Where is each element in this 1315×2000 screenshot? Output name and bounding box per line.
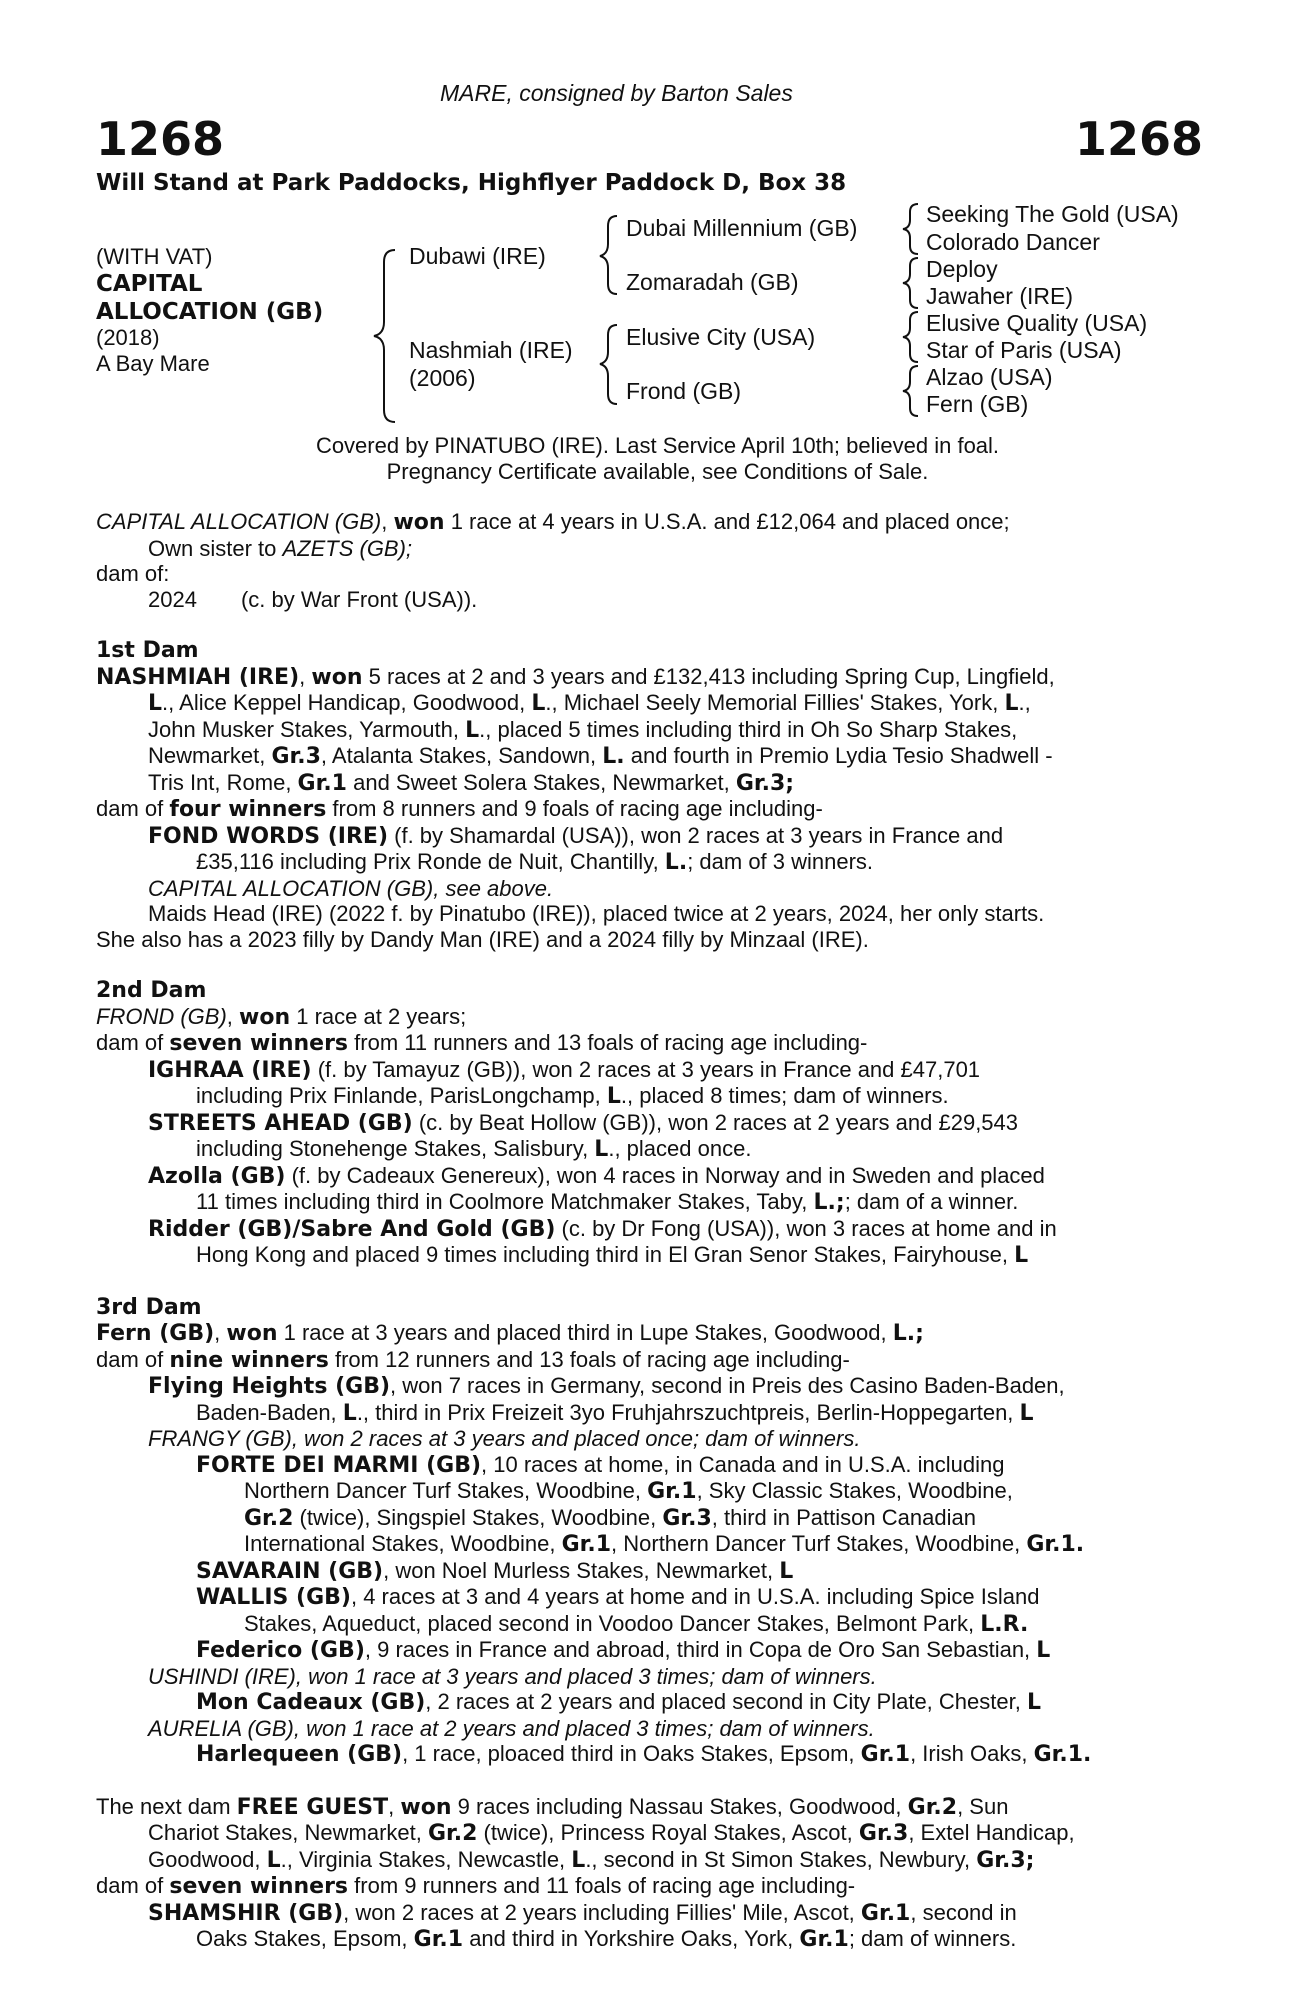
dam3-ush: USHINDI (IRE), won 1 race at 3 years and placed 3 times; dam of winners. [148, 1663, 877, 1689]
text: , 4 races at 3 and 4 years at home and in U.S.A. including Spice Island [350, 1584, 1040, 1609]
nextdam-l3 [148, 1847, 1204, 1874]
dam3-sav [96, 1558, 1204, 1585]
horse-name-line1: CAPITAL [96, 271, 203, 297]
grade: L.; [892, 1321, 924, 1346]
grade: Gr.1. [1026, 1532, 1085, 1557]
progeny-name: FOND WORDS (IRE) [148, 823, 389, 849]
text: Northern Dancer Turf Stakes, Woodbine, [244, 1478, 648, 1503]
nextdam-line1: The next dam FREE GUEST, won 9 races including Nassau Stakes, Goodwood, Gr.2, Sun [96, 1793, 1009, 1820]
dam3-fdm-d [96, 1531, 1204, 1558]
dam1-p1 [148, 823, 1204, 850]
text: from 9 runners and 11 foals of racing age including- [348, 1873, 856, 1898]
progeny-name: SAVARAIN (GB) [196, 1558, 384, 1584]
pedigree-sire-dam: Zomaradah (GB) [626, 269, 799, 295]
pedigree-sdd: Jawaher (IRE) [926, 283, 1073, 309]
dam1-damof [96, 796, 1204, 823]
dam3-wal [96, 1584, 1204, 1611]
text: , Sun [957, 1793, 1009, 1819]
pedigree-ssd: Colorado Dancer [926, 229, 1100, 255]
dam2-p4 [148, 1216, 1204, 1243]
text: , 2 races at 2 years and placed second in City Plate, Chester, [425, 1689, 1027, 1714]
foal-year: 2024 [148, 586, 197, 612]
nextdam-name: FREE GUEST [236, 1794, 389, 1820]
progeny-name: Azolla (GB) [148, 1163, 286, 1189]
dam3-damof [96, 1347, 1204, 1374]
grade: Gr.1 [860, 1900, 911, 1926]
text: 1 race at 3 years and placed third in Lupe Stakes, Goodwood, [277, 1320, 893, 1345]
text: ., Michael Seely Memorial Fillies' Stakes, York, [545, 690, 1005, 715]
intro-foal [96, 587, 1204, 613]
grade: L. [602, 744, 625, 769]
intro-line1: CAPITAL ALLOCATION (GB), won 1 race at 4 years in U.S.A. and £12,064 and placed once; [96, 509, 1010, 535]
dam2-damof [96, 1030, 1204, 1057]
dam1-name: NASHMIAH (IRE) [96, 664, 300, 690]
pedigree-dam-year: (2006) [409, 365, 476, 391]
dam3-line1: Fern (GB), won 1 race at 3 years and placed third in Lupe Stakes, Goodwood, L.; [96, 1320, 924, 1346]
dam1-p1b [148, 849, 1204, 876]
covered-note [0, 433, 1315, 484]
text: dam of [96, 796, 170, 821]
pedigree-ddd: Fern (GB) [926, 391, 1029, 417]
intro-text: 1 race at 4 years in U.S.A. and £12,064 and placed once; [444, 509, 1010, 534]
grade: Gr.2 [244, 1505, 294, 1531]
grade: Gr.1 [561, 1532, 612, 1557]
text: International Stakes, Woodbine, [244, 1531, 562, 1556]
dam3-mon [96, 1689, 1204, 1716]
text: ., [1018, 690, 1031, 715]
dam3-wal-b [96, 1611, 1204, 1638]
horse-ref: CAPITAL ALLOCATION (GB) [96, 509, 382, 534]
text: , Atalanta Stakes, Sandown, [320, 743, 603, 768]
nextdam-record [96, 1820, 1204, 1873]
text: Chariot Stakes, Newmarket, [148, 1820, 428, 1845]
progeny-name: Harlequeen (GB) [196, 1742, 403, 1767]
text: , 10 races at home, in Canada and in U.S.A. including [481, 1451, 1005, 1477]
text: and fourth in Premio Lydia Tesio Shadwell - [624, 743, 1053, 768]
text: ., second in St Simon Stakes, Newbury, [585, 1846, 977, 1872]
progeny-name: Federico (GB) [196, 1638, 365, 1663]
text: Stakes, Aqueduct, placed second in Voodoo Dancer Stakes, Belmont Park, [244, 1610, 981, 1636]
text: (twice), Singspiel Stakes, Woodbine, [293, 1504, 663, 1530]
dam2-p1b [148, 1083, 1204, 1110]
text: 11 times including third in Coolmore Matchmaker Stakes, Taby, [196, 1189, 814, 1214]
text: Tris Int, Rome, [148, 769, 298, 795]
progeny-name: STREETS AHEAD (GB) [148, 1110, 413, 1136]
lot-number-right: 1268 [1074, 112, 1203, 166]
winners-count: seven winners [169, 1874, 349, 1899]
dam3-progeny [96, 1373, 1204, 1768]
winners-count: nine winners [169, 1347, 329, 1373]
text: Baden-Baden, [196, 1399, 343, 1425]
grade: L [266, 1847, 281, 1873]
text: , Sky Classic Stakes, Woodbine, [696, 1478, 1013, 1503]
grade: L [148, 691, 163, 716]
text: Oaks Stakes, Epsom, [196, 1926, 414, 1951]
grade: L [1036, 1638, 1051, 1663]
dam3-heading: 3rd Dam [96, 1294, 202, 1320]
dam1-p2: CAPITAL ALLOCATION (GB), see above. [148, 875, 554, 901]
foal-desc: (c. by War Front (USA)). [240, 586, 478, 612]
dam2-line1: FROND (GB), won 1 race at 2 years; [96, 1003, 467, 1030]
dam2-p1 [148, 1057, 1204, 1084]
nextdam-won: won [400, 1794, 452, 1820]
dam3-aur: AURELIA (GB), won 1 race at 2 years and placed 3 times; dam of winners. [148, 1715, 875, 1741]
horse-description: A Bay Mare [96, 351, 210, 376]
grade: Gr.3 [858, 1821, 909, 1846]
grade: Gr.3 [662, 1505, 712, 1531]
progeny-name: Mon Cadeaux (GB) [196, 1690, 426, 1715]
grade: Gr.3 [271, 744, 321, 769]
text: Goodwood, [148, 1846, 267, 1872]
grade: L.R. [980, 1611, 1029, 1637]
grade: Gr.3; [976, 1847, 1035, 1873]
grade: L [779, 1558, 794, 1584]
grade: L.; [813, 1190, 845, 1215]
progeny-name: SHAMSHIR (GB) [148, 1900, 344, 1926]
grade: L [594, 1137, 609, 1162]
covered-line2: Pregnancy Certificate available, see Conditions of Sale. [386, 458, 929, 484]
dam3-fdm-b [96, 1478, 1204, 1505]
pedigree-dds: Alzao (USA) [926, 364, 1053, 390]
text: 9 races including Nassau Stakes, Goodwood, [451, 1793, 908, 1819]
text: ., Virginia Stakes, Newcastle, [280, 1846, 572, 1872]
intro-line2b: AZETS (GB); [282, 535, 413, 561]
dam2-heading: 2nd Dam [96, 978, 207, 1003]
dam2-p2b [148, 1136, 1204, 1163]
pedigree-sire-sire: Dubai Millennium (GB) [626, 215, 858, 241]
text: and Sweet Solera Stakes, Newmarket, [346, 769, 736, 795]
dam2-p3 [148, 1163, 1204, 1190]
text: The next dam [96, 1793, 237, 1819]
dam2-p3b [148, 1189, 1204, 1216]
grade: Gr.1 [799, 1927, 849, 1952]
grade: Gr.1 [860, 1742, 911, 1767]
winners-count: seven winners [169, 1031, 349, 1056]
dam3-fh-b [96, 1400, 1204, 1427]
covered-line1: Covered by PINATUBO (IRE). Last Service April 10th; believed in foal. [315, 433, 1000, 458]
text: , 9 races in France and abroad, third in Copa de Oro San Sebastian, [364, 1637, 1037, 1662]
text: from 11 runners and 13 foals of racing age including- [348, 1030, 868, 1055]
dam1-l2 [148, 690, 1204, 717]
grade: L [465, 717, 480, 743]
text: ., placed 5 times including third in Oh So Sharp Stakes, [479, 716, 1018, 742]
grade: L [342, 1400, 357, 1426]
text: (twice), Princess Royal Stakes, Ascot, [477, 1820, 859, 1845]
vat-label: (WITH VAT) [96, 244, 213, 269]
dam1-p3: Maids Head (IRE) (2022 f. by Pinatubo (IRE)), placed twice at 2 years, 2024, her only starts. [148, 901, 1045, 926]
dam1-l1: 5 races at 2 and 3 years and £132,413 including Spring Cup, Lingfield, [362, 663, 1055, 689]
grade: Gr.3; [735, 770, 795, 796]
pedigree-sire: Dubawi (IRE) [409, 243, 546, 269]
text: ; dam of 3 winners. [687, 849, 874, 874]
nextdam-l2 [148, 1820, 1204, 1847]
intro-line2a: Own sister to [148, 535, 283, 561]
grade: Gr.1. [1033, 1742, 1092, 1767]
horse-year: (2018) [96, 325, 160, 350]
text: including Prix Finlande, ParisLongchamp, [196, 1083, 607, 1108]
dam1-progeny [96, 823, 1204, 927]
text: from 12 runners and 13 foals of racing age including- [328, 1346, 850, 1372]
text: ., placed once. [608, 1136, 752, 1161]
catalogue-body [96, 509, 1204, 1953]
dam1-won: won [311, 664, 363, 690]
dam1-line1: NASHMIAH (IRE), won 5 races at 2 and 3 years and £132,413 including Spring Cup, Lingfield, [96, 663, 1055, 690]
text: from 8 runners and 9 foals of racing age including- [326, 796, 823, 821]
text: , second in [910, 1899, 1017, 1925]
nextdam-damof [96, 1873, 1204, 1900]
grade: L [1019, 1400, 1034, 1426]
grade: L [571, 1847, 586, 1873]
pedigree-sds: Deploy [926, 256, 998, 282]
nextdam-sh [148, 1900, 1204, 1927]
grade: L [1026, 1690, 1041, 1715]
text: (c. by Dr Fong (USA)), won 3 races at home and in [555, 1215, 1057, 1241]
won-label: won [393, 510, 445, 535]
text: ., placed 8 times; dam of winners. [620, 1083, 949, 1108]
stand-location: Will Stand at Park Paddocks, Highflyer Paddock D, Box 38 [96, 170, 847, 196]
progeny-name: Ridder (GB)/Sabre And Gold (GB) [148, 1216, 556, 1242]
grade: L [606, 1084, 621, 1109]
dam1-also: She also has a 2023 filly by Dandy Man (IRE) and a 2024 filly by Minzaal (IRE). [96, 926, 869, 952]
text: ., Alice Keppel Handicap, Goodwood, [162, 690, 532, 715]
intro-damof: dam of: [96, 561, 170, 586]
grade: Gr.1 [413, 1927, 464, 1952]
text: Hong Kong and placed 9 times including third in El Gran Senor Stakes, Fairyhouse, [196, 1242, 1015, 1267]
dam2-p2 [148, 1110, 1204, 1137]
dam1-l5 [148, 770, 1204, 797]
grade: Gr.1 [647, 1479, 697, 1504]
dam3-har [96, 1741, 1204, 1768]
progeny-name: WALLIS (GB) [196, 1585, 351, 1610]
pedigree-dam: Nashmiah (IRE) [409, 337, 573, 363]
winners-count: four winners [169, 797, 327, 822]
dam3-won: won [226, 1321, 278, 1346]
dam1-l4 [148, 743, 1204, 770]
text: , Northern Dancer Turf Stakes, Woodbine, [611, 1531, 1027, 1556]
text: ; dam of winners. [848, 1926, 1017, 1951]
grade: Gr.2 [907, 1794, 958, 1820]
text: Newmarket, [148, 743, 272, 768]
dam3-name: Fern (GB) [96, 1321, 215, 1346]
text: ; dam of a winner. [844, 1189, 1019, 1214]
text: , won 7 races in Germany, second in Preis des Casino Baden-Baden, [390, 1373, 1065, 1398]
text: (c. by Beat Hollow (GB)), won 2 races at 2 years and £29,543 [412, 1109, 1019, 1135]
dam2-name: FROND (GB) [96, 1003, 227, 1029]
lot-number-left: 1268 [96, 112, 225, 166]
grade: L [531, 691, 546, 716]
dam3-frangy: FRANGY (GB), won 2 races at 3 years and placed once; dam of winners. [148, 1426, 861, 1451]
text: , won Noel Murless Stakes, Newmarket, [383, 1557, 780, 1583]
pedigree-sss: Seeking The Gold (USA) [926, 201, 1179, 227]
text: John Musker Stakes, Yarmouth, [148, 716, 466, 742]
dam3-fdm [96, 1452, 1204, 1479]
dam1-l3 [148, 717, 1204, 744]
text: , Irish Oaks, [910, 1741, 1034, 1766]
text: , third in Pattison Canadian [711, 1504, 976, 1530]
dam3-fh [96, 1373, 1204, 1400]
text: , 1 race, ploaced third in Oaks Stakes, Epsom, [402, 1741, 861, 1766]
text: , Extel Handicap, [908, 1820, 1075, 1845]
progeny-name: Flying Heights (GB) [148, 1374, 391, 1399]
dam2-won: won [239, 1004, 291, 1030]
text: , won 2 races at 2 years including Fillies' Mile, Ascot, [343, 1899, 861, 1925]
grade: Gr.1 [297, 770, 347, 796]
dam1-heading: 1st Dam [96, 638, 199, 663]
grade: L [1004, 691, 1019, 716]
grade: L. [664, 850, 688, 875]
progeny-name: FORTE DEI MARMI (GB) [196, 1452, 482, 1478]
intro-line2 [96, 536, 1204, 562]
dam2-p4b [148, 1242, 1204, 1269]
dam2-progeny [96, 1057, 1204, 1269]
grade: Gr.2 [427, 1821, 478, 1846]
dam3-fdm-c [96, 1505, 1204, 1532]
text: (f. by Shamardal (USA)), won 2 races at 3 years in France and [388, 822, 1004, 848]
grade: L [1014, 1243, 1029, 1268]
nextdam-sh-b [148, 1926, 1204, 1953]
text: (f. by Cadeaux Genereux), won 4 races in Norway and in Sweden and placed [285, 1162, 1045, 1188]
text: dam of [96, 1346, 170, 1372]
pedigree-dam-sire: Elusive City (USA) [626, 324, 816, 350]
nextdam-progeny [96, 1900, 1204, 1953]
horse-name-line2: ALLOCATION (GB) [96, 299, 324, 325]
pedigree-dam-dam: Frond (GB) [626, 378, 742, 404]
text: 1 race at 2 years; [290, 1003, 467, 1029]
text: ., third in Prix Freizeit 3yo Fruhjahrszuchtpreis, Berlin-Hoppegarten, [356, 1399, 1020, 1425]
progeny-name: IGHRAA (IRE) [148, 1057, 312, 1083]
sale-subtitle: MARE, consigned by Barton Sales [440, 80, 793, 106]
pedigree-dsd: Star of Paris (USA) [926, 337, 1122, 363]
text: dam of [96, 1030, 170, 1055]
text: including Stonehenge Stakes, Salisbury, [196, 1136, 595, 1161]
dam1-record [96, 690, 1204, 796]
text: dam of [96, 1873, 170, 1898]
dam3-fed [96, 1637, 1204, 1664]
text: £35,116 including Prix Ronde de Nuit, Chantilly, [196, 849, 665, 874]
text: and third in Yorkshire Oaks, York, [463, 1926, 800, 1951]
text: (f. by Tamayuz (GB)), won 2 races at 3 years in France and £47,701 [311, 1056, 981, 1082]
pedigree-dss: Elusive Quality (USA) [926, 310, 1148, 336]
